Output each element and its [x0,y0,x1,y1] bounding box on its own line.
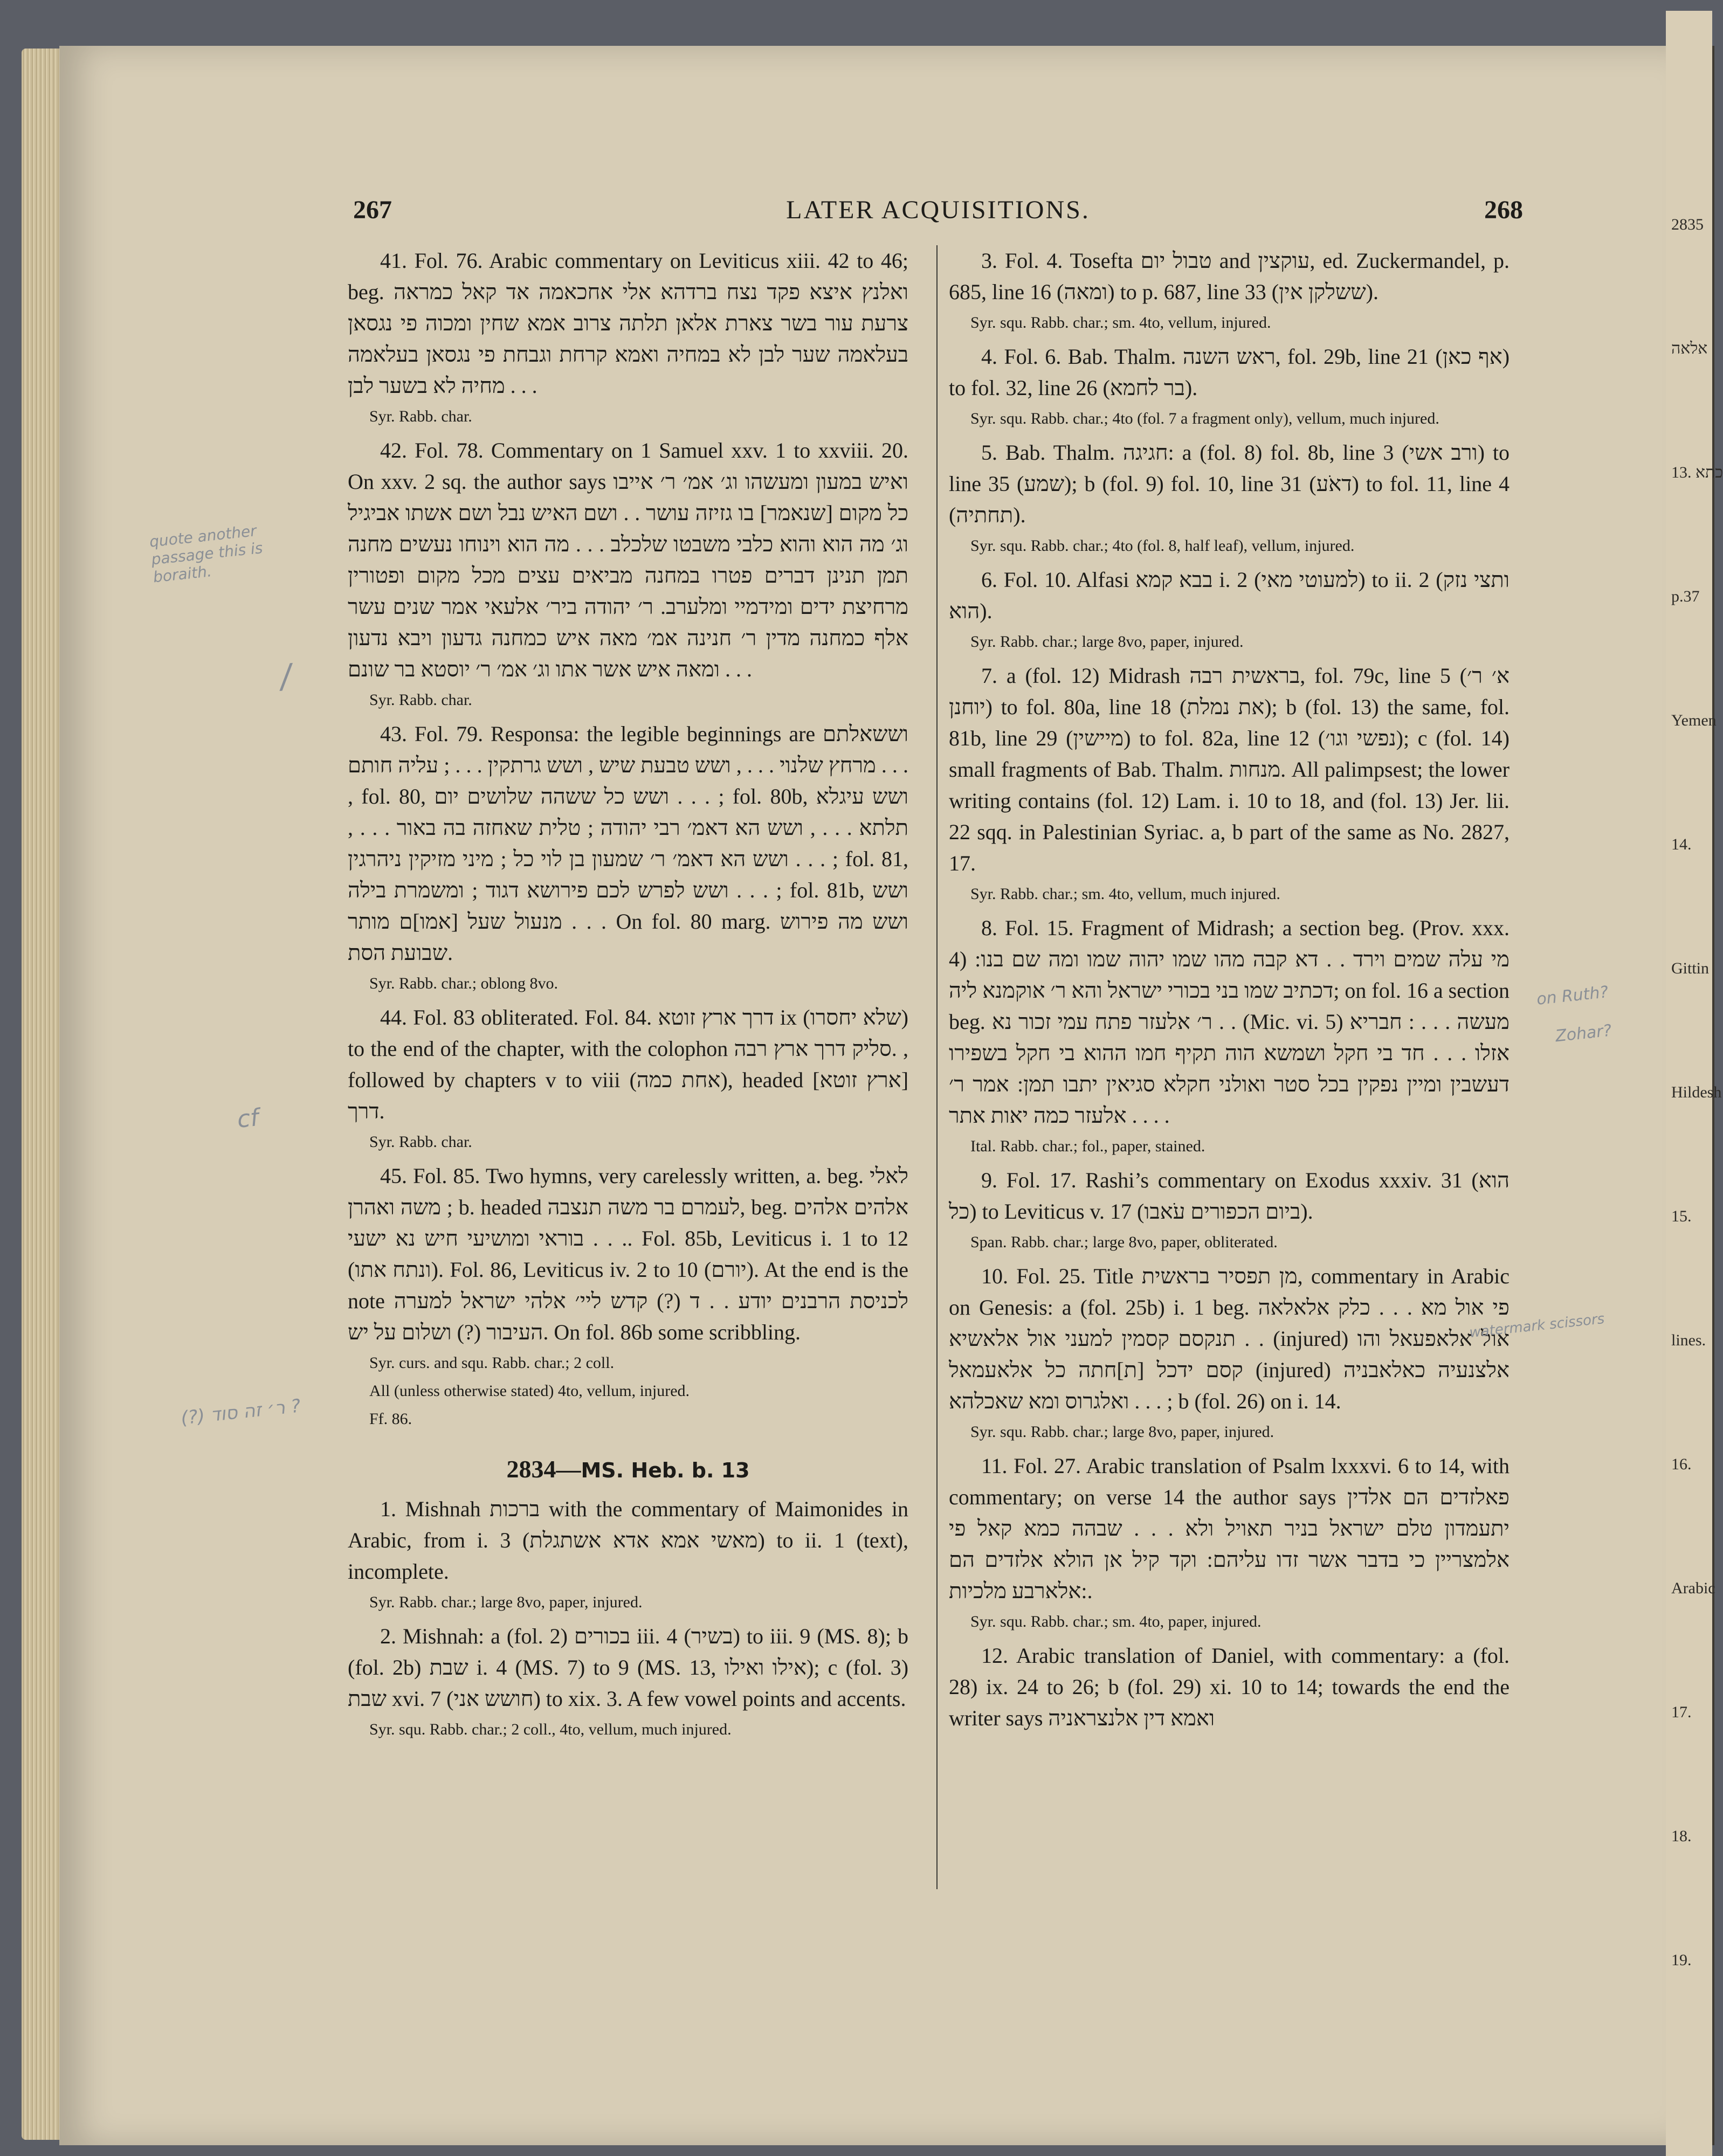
next-page-fragment: Arabic [1671,1579,1715,1597]
next-page-edge [1666,11,1723,2156]
catalogue-entry [348,245,908,430]
left-column [348,245,908,1748]
entry-description: Syr. Rabb. char. [369,407,472,425]
next-page-fragment: Yemen [1671,711,1717,729]
catalogue-entry [949,564,1510,655]
entry-description: Syr. squ. Rabb. char.; 2 coll., 4to, vellum, much injured. [369,1720,732,1738]
entry-text: 6. Fol. 10. Alfasi בבא קמא i. 2 (למעוטי מאי) to ii. 2 (ותצי נזק הוא). [949,568,1510,623]
entry-text: 5. Bab. Thalm. חגיגה: a (fol. 8) fol. 8b, line 3 (ורב אשי) to line 35 (שמע); b (fol. 9) fol. 10, line 31 (דאֹע) to fol. 11, line 4 (תחתיה). [949,440,1510,527]
catalogue-entry [348,1002,908,1155]
entry-description: Syr. Rabb. char. [369,1133,472,1151]
entry-description: Syr. squ. Rabb. char.; sm. 4to, paper, injured. [970,1613,1262,1630]
next-page-fragment: 15. [1671,1207,1692,1225]
entry-text: 8. Fol. 15. Fragment of Midrash; a section beg. (Prov. xxx. 4) מי עלה שמים וירד . . דא קבה מהו שמו יהוה שמו ומה שם בנו: דכתיב שמו בני בכורי ישראל והא ר׳ אוקמנא ליה; on fol. 16 a section beg. ר׳ אלעזר פתח עמי זכור נא . . (Mic. vi. 5) מעשה . . . : חבריא אזלו . . . חד בי חקל ושמשא הוה תקיף חמו ההוא בי חקל בשפירו דעשבין ומיין נפקין בכל סטר ואולני חקלא סגיאין יתבו תמן: אמר ר׳ אלעזר כמה יאות אתר . . . . [949,916,1510,1128]
next-page-fragment: 18. [1671,1827,1692,1845]
catalogue-entry [348,1621,908,1743]
entry-text: 3. Fol. 4. Tosefta טבול יום and עוקצין, ed. Zuckermandel, p. 685, line 16 (ומאה) to p. 687, line 33 (ששלקן אין). [949,248,1510,304]
catalogue-entry [949,1640,1510,1734]
next-page-fragment: 17. [1671,1703,1692,1721]
catalogue-entry [949,1450,1510,1635]
entry-description: Syr. squ. Rabb. char.; large 8vo, paper, injured. [970,1423,1274,1441]
entry-text: 4. Fol. 6. Bab. Thalm. ראש השנה, fol. 29b, line 21 (אף כאן) to fol. 32, line 26 (בר לחמא). [949,344,1510,400]
entry-description: Syr. Rabb. char.; oblong 8vo. [369,975,558,992]
catalogue-entry [348,1160,908,1432]
entry-description: Span. Rabb. char.; large 8vo, paper, obliterated. [970,1233,1278,1251]
margin-note-zohar: Zohar? [1554,1021,1613,1046]
entry-text: 11. Fol. 27. Arabic translation of Psalm lxxxvi. 6 to 14, with commentary; on verse 14 the author says פאלזדים הם אלדין יתעמדון טלם ישראל בניר תאויל ולא . . . שבהה כמא קאל פי אלמצריין כי בדבר אשר זדו עליהם: וקד קיל אן הולא אלזדים הם אלארבע מלכיות:. [949,1454,1510,1603]
next-page-fragment: p.37 [1671,588,1700,605]
next-page-fragment: 19. [1671,1951,1692,1969]
catalogue-entry [348,1494,908,1615]
entry-text: 43. Fol. 79. Responsa: the legible beginnings are וששאלתם מרחץ שלנוי . . . , ושש טבעת שיש , ושש גרתקין . . . ; עליה חותם . . . , fol. 80, ושש כל ששהה שלושים יום . . . ; fol. 80b, ושש עיגלא תלתא . . . , ושש הא דאמ׳ רבי יהודה ; טלית שאחזה בה באור . . . , ושש הא דאמ׳ ר׳ שמעון בן לוי כל ; מיני מזיקין ניהרגין . . . ; fol. 81, ושש לפרש לכם פירושא דגוד ; ומשמרת בילה . . . ; fol. 81b, ושש מנעול שעל [אמו]ם מותר . . . On fol. 80 marg. ושש מה פירוש שבועת הסת. [348,722,909,965]
ms-number: 2834 [506,1455,556,1483]
entry-description: Syr. curs. and squ. Rabb. char.; 2 coll. [369,1354,615,1372]
running-title: LATER ACQUISITIONS. [786,196,1090,224]
entry-description: All (unless otherwise stated) 4to, vellum, injured. [369,1382,690,1400]
next-page-fragment: Gittin [1671,959,1710,977]
entry-description: Syr. Rabb. char.; large 8vo, paper, injured. [369,1593,643,1611]
next-page-fragment: 13. כתא [1671,464,1723,481]
entry-text: 10. Fol. 25. Title מן תפסיר בראשית, commentary in Arabic on Genesis: a (fol. 25b) i. 1 beg. פי אול מא . . . כלק אלאלאה תנקסם קסמין למעני אול אלאשיא . . (injured) אול אלאפעאל והו קסם ידכל [ת]חתה כל אלאעמאל (injured) אלצנעיה כאלאבניה ואלגרוס ומא שאכלהא . . . ; b (fol. 26) on i. 14. [949,1264,1510,1413]
entry-description: Syr. squ. Rabb. char.; 4to (fol. 8, half leaf), vellum, injured. [970,537,1355,555]
catalogue-entry [949,913,1510,1159]
entry-text: 42. Fol. 78. Commentary on 1 Samuel xxv. 1 to xxviii. 20. On xxv. 2 sq. the author says ואיש במעון ומעשהו וג׳ אמ׳ ר׳ אייבו כל מקום [שנאמר] בו גזיזה עושר . . ושם האיש נבל ושם אשתו אביגיל וג׳ מה הוא והוא כלבי משבטו שלכלב . . . מה הוא וינוחו נעשים מחנה תמן תנינן דברים פטרו במחנה מביאים עצים מכל מקום ופטורין מרחיצת ידים ומידמיי ומלערב. ר׳ יהודה ביר׳ אלעאי אמר שנים עשר אלף כמחנה מדין ר׳ חנינה אמ׳ מאה איש כמחנה גדעון ויבא נדעון ומאה איש אשר אתו וג׳ אמ׳ ר׳ יוסטא בר שונם . . . [348,438,908,681]
column-divider [936,245,938,1889]
right-column [949,245,1510,1739]
margin-mark-slash: / [278,657,293,696]
entry-text: 7. a (fol. 12) Midrash בראשית רבה, fol. 79c, line 5 (א׳ ר׳ יוחנן) to fol. 80a, line 18 (את נמלת); b (fol. 13) the same, fol. 81b, line 29 (מיישין) to fol. 82a, line 12 (נפשי וגו׳); c (fol. 14) small fragments of Bab. Thalm. מנחות. All palimpsest; the lower writing contains (fol. 12) Lam. i. 10 to 18, and (fol. 13) Jer. lii. 22 sqq. in Palestinian Syriac. a, b part of the same as No. 2827, 17. [949,664,1510,875]
margin-note-quote: quote another passage this is boraith. [148,522,264,586]
entry-text: 44. Fol. 83 obliterated. Fol. 84. דרך ארץ זוטא ix (שלא יחסרו) to the end of the chapter, with the colophon סליק דרך ארץ רבה. , followed by chapters v to viii (אחת כמה), headed [ארץ זוטא] דרך. [348,1005,909,1123]
margin-note-cf: cf [236,1104,260,1134]
entry-description: Ff. 86. [369,1410,412,1428]
next-page-fragment: 2835 [1671,216,1704,233]
entry-description: Syr. Rabb. char. [369,691,472,709]
next-page-fragment: אלאה [1671,340,1708,357]
entry-description: Syr. Rabb. char.; sm. 4to, vellum, much injured. [970,885,1280,903]
entry-description: Syr. Rabb. char.; large 8vo, paper, injured. [970,633,1244,651]
catalogue-entry [949,660,1510,907]
entry-text: 9. Fol. 17. Rashi’s commentary on Exodus xxxiv. 31 (הוא כל) to Leviticus v. 17 (ביום הכפורים עֹאבו). [949,1168,1510,1224]
catalogue-entry [949,341,1510,432]
catalogue-entry [348,435,908,713]
entry-text: 12. Arabic translation of Daniel, with commentary: a (fol. 28) ix. 24 to 26; b (fol. 29) xi. 10 to 14; towards the end the writer says ואמא דין אלנצראניה [949,1643,1510,1730]
catalogue-entry [348,718,908,997]
entry-text: 45. Fol. 85. Two hymns, very carelessly written, a. beg. לאלי משה ואהרן ; b. headed לעמרם בר משה תנצבה, beg. אלהים אלהים . . . בוראי ומושיעי חיש נא ישעי. Fol. 85b, Leviticus i. 1 to 12 (ונתח אתו). Fol. 86, Leviticus iv. 2 to 10 (יורם). At the end is the note לכניסת הרבנים יודע . . ד (?) קדש ליי׳ אלהי ישראל למערה העיבור (?) ושלום על יש. On fol. 86b some scribbling. [348,1164,909,1344]
entry-text: 2. Mishnah: a (fol. 2) בכורים iii. 4 (בשיר) to iii. 9 (MS. 8); b (fol. 2b) שבת i. 4 (MS. 7) to 9 (MS. 13, אילו ואילו); c (fol. 3) שבת xvi. 7 (חושש אני) to xix. 3. A few vowel points and accents. [348,1624,909,1711]
entry-description: Ital. Rabb. char.; fol., paper, stained. [970,1137,1205,1155]
next-page-fragment: Hildesh [1671,1083,1722,1101]
ms-heading: 2834—MS. Heb. b. 13 [506,1455,750,1483]
catalogue-entry [949,1261,1510,1445]
ms-label: MS. Heb. b. 13 [581,1459,750,1482]
catalogue-entry [949,245,1510,336]
entry-description: Syr. squ. Rabb. char.; sm. 4to, vellum, injured. [970,314,1271,331]
page-number-right: 268 [1484,196,1523,224]
margin-note-watermark: watermark scissors [1469,1310,1605,1342]
next-page-fragment: lines. [1671,1331,1706,1349]
entry-description: Syr. squ. Rabb. char.; 4to (fol. 7 a fragment only), vellum, much injured. [970,410,1439,427]
page-number-left: 267 [353,196,392,224]
margin-note-bottom: (?) ר׳ זה סוד ? [180,1395,302,1429]
catalogue-entry [949,1165,1510,1255]
entry-text: 1. Mishnah ברכות with the commentary of Maimonides in Arabic, from i. 3 (מאשי אמא אדא אשתגלת) to ii. 1 (text), incomplete. [348,1497,908,1584]
margin-note-ruth: on Ruth? [1535,983,1609,1009]
running-header [353,195,1523,227]
catalogue-entry [949,437,1510,559]
next-page-fragment: 14. [1671,835,1692,853]
entry-text: 41. Fol. 76. Arabic commentary on Leviticus xiii. 42 to 46; beg. ואלנץ איצא פקד נצח ברדהא אלי אחכאמה אד קאל כמראה צרעת עור בשר צארת אלאן תלתה צרוב אמא שחין ומכוה פי נגסאן בעלאמה שער לבן לא במחיה ואמא קרחת וגבחת פי נגסאן בעלאמה מחיה לא בשער לבן . . . [348,248,908,398]
next-page-fragment: 16. [1671,1455,1692,1473]
